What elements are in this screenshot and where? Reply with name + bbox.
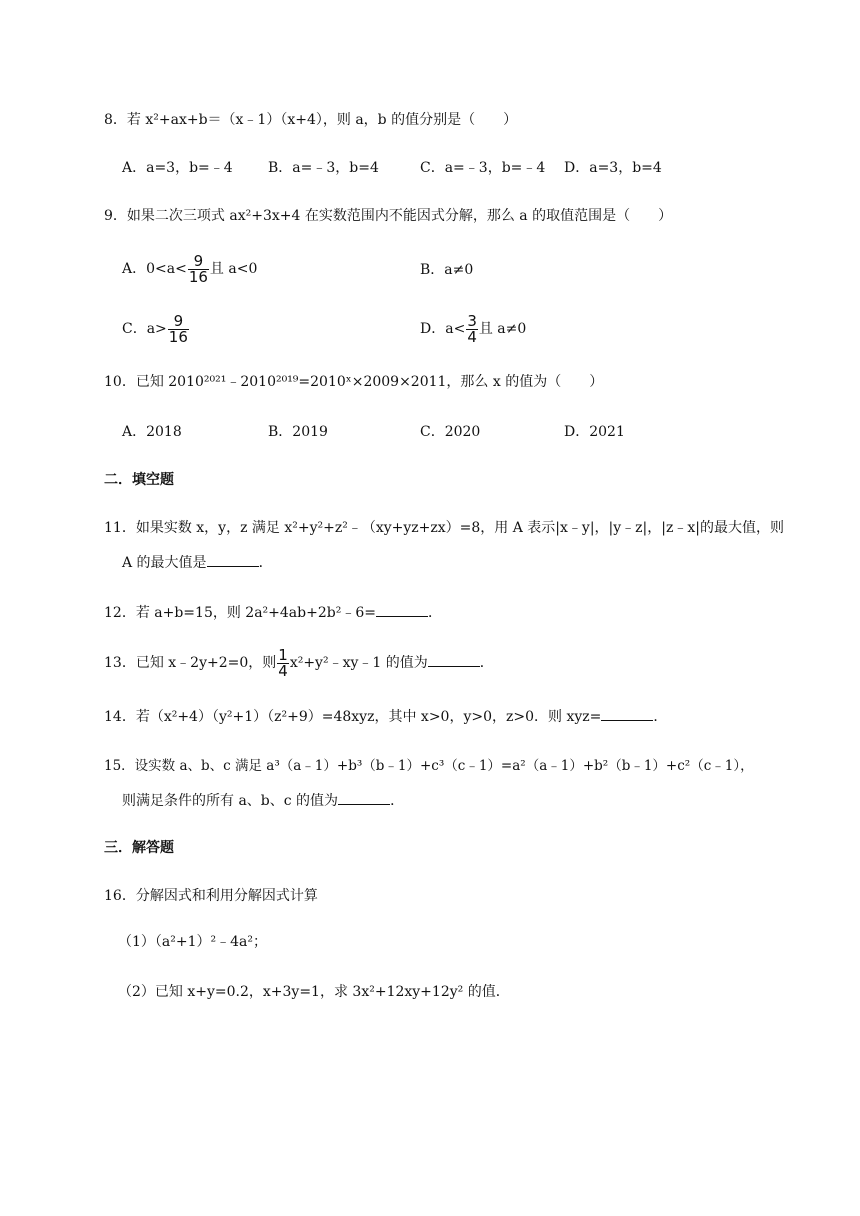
question-8-stem: 8．若 x²+ax+b＝（x﹣1）（x+4），则 a，b 的值分别是（ ） (104, 112, 518, 128)
q10-option-b: B．2019 (268, 424, 328, 440)
q12-prefix: 12．若 a+b=15，则 2a²+4ab+2b²﹣6= (104, 605, 376, 621)
answer-blank (207, 552, 259, 567)
question-14 (104, 706, 667, 727)
q11-line-2-prefix: A 的最大值是 (122, 555, 207, 571)
fraction-denominator: 4 (278, 661, 288, 680)
fraction-numerator: 3 (467, 311, 477, 330)
q8-option-d: D．a=3，b=4 (564, 160, 662, 176)
q8-option-b: B．a=﹣3，b=4 (268, 160, 379, 176)
answer-blank (601, 706, 653, 721)
q13-suffix: ． (479, 655, 494, 671)
q9-option-d-suffix: 且 a≠0 (478, 321, 527, 337)
section-heading-fill-blank: 二．填空题 (104, 472, 174, 488)
q14-suffix: ． (653, 709, 668, 725)
q12-suffix: ． (427, 605, 442, 621)
answer-blank (428, 652, 480, 667)
question-15-line-1: 15．设实数 a、b、c 满足 a³（a﹣1）+b³（b﹣1）+c³（c﹣1）=a²（a﹣1）+b²（b﹣1）+c²（c﹣1）， (104, 758, 754, 774)
question-13 (104, 646, 494, 680)
question-12 (104, 602, 442, 623)
q10-option-c: C．2020 (420, 424, 481, 440)
q14-prefix: 14．若（x²+4）（y²+1）（z²+9）=48xyz，其中 x>0，y>0，z>0．则 xyz= (104, 709, 602, 725)
q8-option-c: C．a=﹣3，b=﹣4 (420, 160, 546, 176)
fraction-numerator: 1 (278, 645, 288, 664)
q8-option-a: A．a=3，b=﹣4 (122, 160, 233, 176)
q9-option-a-fraction (188, 251, 209, 286)
q10-option-a: A．2018 (122, 424, 182, 440)
fraction-denominator: 16 (168, 327, 188, 346)
q11-line-2-suffix: ． (258, 555, 273, 571)
q9-option-d-prefix: D．a< (420, 321, 466, 337)
q10-option-d: D．2021 (564, 424, 625, 440)
q13-fraction (277, 645, 289, 680)
q9-option-a-suffix: 且 a<0 (209, 261, 258, 277)
q9-option-c-prefix: C．a> (122, 321, 167, 337)
fraction-denominator: 4 (467, 327, 477, 346)
fraction-numerator: 9 (168, 314, 189, 330)
question-10-stem: 10．已知 2010²⁰²¹﹣2010²⁰¹⁹=2010ˣ×2009×2011，那么 x 的值为（ ） (104, 374, 604, 390)
fraction-numerator: 9 (188, 254, 209, 270)
answer-blank (376, 602, 428, 617)
question-11-line-1: 11．如果实数 x，y，z 满足 x²+y²+z²﹣（xy+yz+zx）=8，用 A 表示|x﹣y|，|y﹣z|，|z﹣x|的最大值，则 (104, 520, 784, 536)
fraction-denominator: 16 (188, 267, 208, 286)
section-heading-solutions: 三．解答题 (104, 840, 174, 856)
question-16-part-1: （1）（a²+1）²﹣4a²； (118, 934, 267, 950)
question-16-stem: 16．分解因式和利用分解因式计算 (104, 888, 318, 904)
q9-option-c (122, 312, 190, 346)
q13-expression: x²+y²﹣xy﹣1 的值为 (289, 655, 428, 671)
question-15-line-2 (122, 790, 404, 811)
question-9-stem: 9．如果二次三项式 ax²+3x+4 在实数范围内不能因式分解，那么 a 的取值范围是（ ） (104, 208, 673, 224)
q9-option-d (420, 312, 526, 346)
q9-option-a (122, 252, 257, 286)
answer-blank (338, 790, 390, 805)
q9-option-c-fraction (168, 311, 189, 346)
q13-prefix: 13．已知 x﹣2y+2=0，则 (104, 655, 277, 671)
q15-line-2-suffix: ． (390, 793, 405, 809)
q9-option-b: B．a≠0 (420, 262, 474, 278)
q9-option-a-prefix: A．0<a< (122, 261, 187, 277)
q15-line-2-prefix: 则满足条件的所有 a、b、c 的值为 (122, 793, 339, 809)
question-16-part-2: （2）已知 x+y=0.2，x+3y=1，求 3x²+12xy+12y² 的值． (118, 984, 510, 1000)
q9-option-d-fraction (466, 311, 478, 346)
question-11-line-2 (122, 552, 273, 573)
